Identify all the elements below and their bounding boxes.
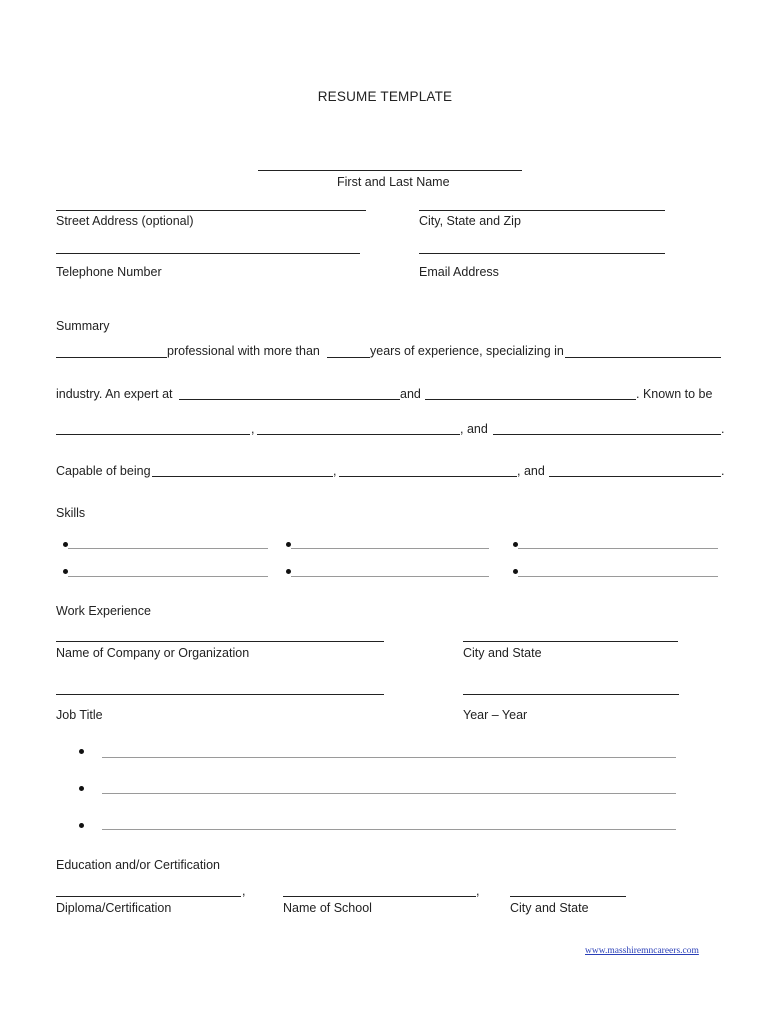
summary-and-1: , and: [460, 422, 488, 436]
summary-blank-9[interactable]: [152, 476, 333, 477]
summary-blank-3[interactable]: [565, 357, 721, 358]
bullet-icon: [286, 542, 291, 547]
skill-line[interactable]: [518, 548, 718, 549]
summary-text-1: professional with more than: [167, 344, 320, 358]
bullet-icon: [79, 786, 84, 791]
street-label: Street Address (optional): [56, 214, 194, 228]
summary-text-4: and: [400, 387, 421, 401]
duty-line[interactable]: [102, 829, 676, 830]
skill-line[interactable]: [291, 576, 489, 577]
work-heading: Work Experience: [56, 604, 151, 618]
name-label: First and Last Name: [337, 175, 450, 189]
summary-blank-11[interactable]: [549, 476, 721, 477]
education-heading: Education and/or Certification: [56, 858, 220, 872]
footer-link[interactable]: www.masshiremncareers.com: [585, 946, 699, 956]
email-label: Email Address: [419, 265, 499, 279]
summary-blank-10[interactable]: [339, 476, 517, 477]
summary-blank-5[interactable]: [425, 399, 636, 400]
city-line[interactable]: [419, 210, 665, 211]
phone-label: Telephone Number: [56, 265, 162, 279]
summary-period-2: .: [721, 464, 725, 478]
summary-comma-1: ,: [251, 422, 255, 436]
school-line[interactable]: [283, 896, 476, 897]
phone-line[interactable]: [56, 253, 360, 254]
city-label: City, State and Zip: [419, 214, 521, 228]
name-line[interactable]: [258, 170, 522, 171]
summary-blank-2[interactable]: [327, 357, 370, 358]
bullet-icon: [513, 542, 518, 547]
summary-capable: Capable of being: [56, 464, 151, 478]
year-label: Year – Year: [463, 708, 528, 722]
summary-blank-6[interactable]: [56, 434, 250, 435]
bullet-icon: [286, 569, 291, 574]
duty-line[interactable]: [102, 757, 676, 758]
street-line[interactable]: [56, 210, 366, 211]
summary-blank-8[interactable]: [493, 434, 721, 435]
job-title-line[interactable]: [56, 694, 384, 695]
school-comma: ,: [476, 884, 480, 898]
page-title: RESUME TEMPLATE: [317, 89, 453, 104]
diploma-line[interactable]: [56, 896, 241, 897]
summary-comma-2: ,: [333, 464, 337, 478]
year-line[interactable]: [463, 694, 679, 695]
skill-line[interactable]: [68, 576, 268, 577]
summary-blank-7[interactable]: [257, 434, 460, 435]
skills-heading: Skills: [56, 506, 86, 520]
diploma-label: Diploma/Certification: [56, 901, 172, 915]
skill-line[interactable]: [291, 548, 489, 549]
company-line[interactable]: [56, 641, 384, 642]
summary-and-2: , and: [517, 464, 545, 478]
edu-city-label: City and State: [510, 901, 589, 915]
school-label: Name of School: [283, 901, 372, 915]
diploma-comma: ,: [242, 884, 246, 898]
job-title-label: Job Title: [56, 708, 103, 722]
duty-line[interactable]: [102, 793, 676, 794]
summary-text-5: . Known to be: [636, 387, 713, 401]
skill-line[interactable]: [68, 548, 268, 549]
summary-text-3: industry. An expert at: [56, 387, 173, 401]
summary-text-2: years of experience, specializing in: [370, 344, 564, 358]
summary-blank-4[interactable]: [179, 399, 400, 400]
bullet-icon: [79, 749, 84, 754]
summary-period-1: .: [721, 422, 725, 436]
bullet-icon: [63, 569, 68, 574]
bullet-icon: [63, 542, 68, 547]
summary-blank-1[interactable]: [56, 357, 167, 358]
edu-city-line[interactable]: [510, 896, 626, 897]
email-line[interactable]: [419, 253, 665, 254]
summary-heading: Summary: [56, 319, 110, 333]
bullet-icon: [513, 569, 518, 574]
company-label: Name of Company or Organization: [56, 646, 250, 660]
skill-line[interactable]: [518, 576, 718, 577]
work-city-label: City and State: [463, 646, 542, 660]
bullet-icon: [79, 823, 84, 828]
work-city-line[interactable]: [463, 641, 678, 642]
